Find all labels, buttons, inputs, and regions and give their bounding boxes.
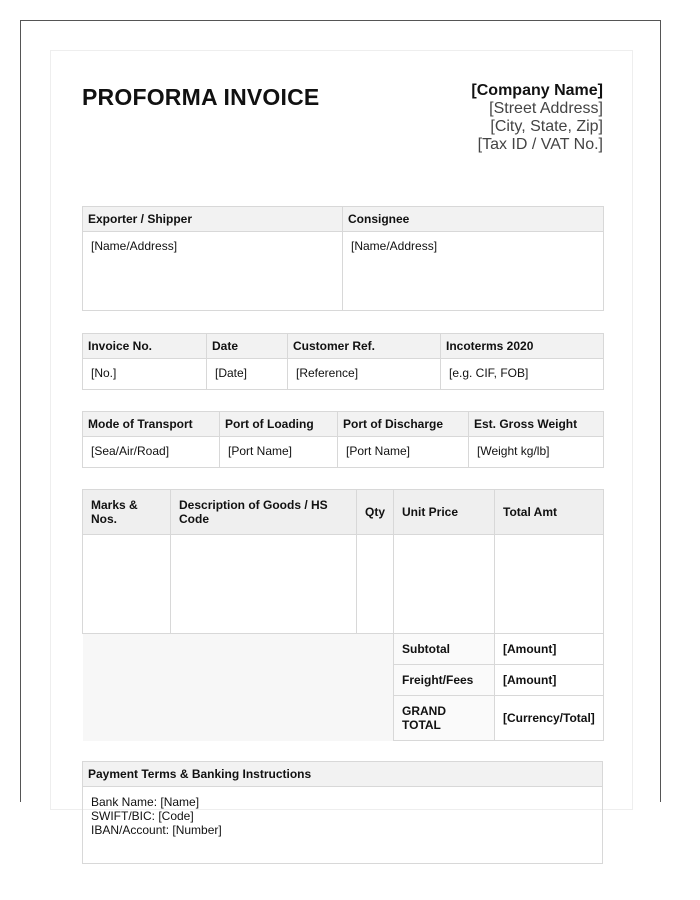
port-discharge-field[interactable]: [Port Name]	[338, 437, 469, 468]
payment-body[interactable]	[83, 787, 602, 863]
payment-heading: Payment Terms & Banking Instructions	[83, 762, 602, 787]
invoice-content	[82, 82, 603, 864]
company-street: [Street Address]	[489, 100, 603, 117]
port-loading-header: Port of Loading	[220, 412, 338, 437]
iban-line: IBAN/Account: [Number]	[91, 823, 222, 837]
description-cell[interactable]	[171, 535, 357, 634]
total-amt-cell[interactable]	[495, 535, 604, 634]
customer-ref-field[interactable]: [Reference]	[288, 359, 441, 390]
company-tax-id: [Tax ID / VAT No.]	[477, 136, 603, 153]
gross-weight-field[interactable]: [Weight kg/lb]	[469, 437, 604, 468]
customer-ref-header: Customer Ref.	[288, 334, 441, 359]
bank-name-line: Bank Name: [Name]	[91, 795, 200, 809]
invoice-info-table	[82, 333, 604, 390]
grand-total-value[interactable]: [Currency/Total]	[495, 696, 604, 741]
qty-header: Qty	[357, 490, 394, 535]
consignee-field[interactable]: [Name/Address]	[343, 232, 604, 311]
subtotal-value[interactable]: [Amount]	[495, 634, 604, 665]
exporter-field[interactable]: [Name/Address]	[83, 232, 343, 311]
incoterms-header: Incoterms 2020	[441, 334, 604, 359]
transport-mode-header: Mode of Transport	[83, 412, 220, 437]
marks-cell[interactable]	[83, 535, 171, 634]
company-name: [Company Name]	[471, 82, 603, 99]
goods-table	[82, 489, 604, 741]
marks-header: Marks & Nos.	[83, 490, 171, 535]
document-frame	[20, 20, 661, 837]
invoice-no-header: Invoice No.	[83, 334, 207, 359]
consignee-header: Consignee	[343, 207, 604, 232]
shipping-table	[82, 411, 604, 468]
date-header: Date	[207, 334, 288, 359]
qty-cell[interactable]	[357, 535, 394, 634]
exporter-header: Exporter / Shipper	[83, 207, 343, 232]
description-header: Description of Goods / HS Code	[171, 490, 357, 535]
unit-price-cell[interactable]	[394, 535, 495, 634]
payment-section	[82, 761, 603, 864]
invoice-header	[82, 82, 603, 206]
company-city: [City, State, Zip]	[490, 118, 603, 135]
invoice-no-field[interactable]: [No.]	[83, 359, 207, 390]
grand-total-label: GRAND TOTAL	[394, 696, 495, 741]
subtotal-label: Subtotal	[394, 634, 495, 665]
swift-line: SWIFT/BIC: [Code]	[91, 809, 194, 823]
freight-label: Freight/Fees	[394, 665, 495, 696]
parties-table	[82, 206, 604, 311]
date-field[interactable]: [Date]	[207, 359, 288, 390]
port-loading-field[interactable]: [Port Name]	[220, 437, 338, 468]
port-discharge-header: Port of Discharge	[338, 412, 469, 437]
document-title: PROFORMA INVOICE	[82, 84, 320, 110]
gross-weight-header: Est. Gross Weight	[469, 412, 604, 437]
invoice-page	[50, 50, 633, 837]
freight-value[interactable]: [Amount]	[495, 665, 604, 696]
total-amt-header: Total Amt	[495, 490, 604, 535]
incoterms-field[interactable]: [e.g. CIF, FOB]	[441, 359, 604, 390]
company-block	[471, 82, 603, 154]
totals-spacer	[83, 634, 394, 741]
unit-price-header: Unit Price	[394, 490, 495, 535]
transport-mode-field[interactable]: [Sea/Air/Road]	[83, 437, 220, 468]
